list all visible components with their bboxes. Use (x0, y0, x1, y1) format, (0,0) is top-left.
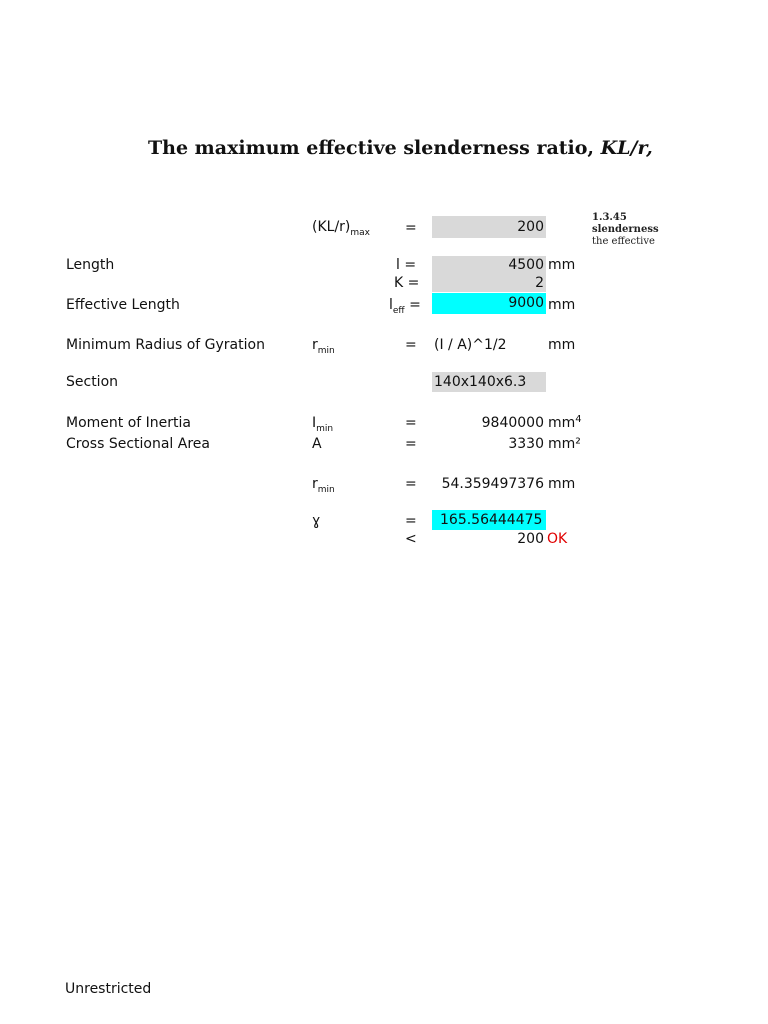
side-note-line3: the effective (592, 236, 655, 247)
cross-section-area-label: Cross Sectional Area (66, 436, 210, 452)
klr-max-symbol-sub: max (350, 228, 370, 238)
slenderness-cell[interactable]: 165.56444475 (432, 510, 546, 530)
check-operator: < (405, 531, 417, 547)
min-radius-formula: (I / A)^1/2 (434, 337, 507, 353)
imin-symbol-sub: min (316, 424, 334, 434)
k-cell[interactable]: 2 (432, 274, 546, 292)
side-note-line2: slenderness (592, 224, 659, 235)
rmin-value-symbol-sub: min (317, 485, 335, 495)
effective-length-label: Effective Length (66, 297, 180, 313)
min-radius-symbol (312, 336, 335, 354)
length-label: Length (66, 257, 115, 273)
moi-unit-sup: 4 (575, 414, 582, 425)
rmin-value-symbol (312, 475, 335, 493)
moi-unit-text: mm (548, 415, 576, 431)
moment-of-inertia-symbol (312, 414, 333, 432)
effective-length-unit: mm (548, 297, 576, 313)
leff-symbol-text: l (389, 297, 393, 313)
effective-length-cell[interactable]: 9000 (432, 293, 546, 314)
rmin-value-cell[interactable]: 54.359497376 (441, 476, 544, 492)
klr-max-equals: = (405, 220, 417, 236)
rmin-symbol-sub: min (317, 346, 335, 356)
rmin-value-symbol-text: r (312, 476, 318, 492)
slenderness-equals: = (405, 513, 417, 529)
effective-length-symbol (389, 296, 421, 314)
moment-of-inertia-label: Moment of Inertia (66, 415, 191, 431)
section-cell[interactable]: 140x140x6.3 (432, 372, 546, 392)
title-text: The maximum effective slenderness ratio, (148, 137, 601, 159)
leff-symbol-suffix: = (404, 297, 421, 313)
cross-section-area-unit: mm² (548, 436, 581, 452)
min-radius-label: Minimum Radius of Gyration (66, 337, 265, 353)
section-label: Section (66, 374, 119, 390)
cross-section-area-symbol: A (312, 436, 322, 452)
page-title (148, 134, 653, 162)
klr-max-cell[interactable]: 200 (432, 216, 546, 238)
leff-symbol-sub: eff (392, 306, 405, 316)
min-radius-unit: mm (548, 337, 576, 353)
rmin-value-unit: mm (548, 476, 576, 492)
k-symbol: K = (394, 275, 420, 291)
moment-of-inertia-unit (548, 414, 582, 432)
min-radius-equals: = (405, 337, 417, 353)
rmin-symbol-text: r (312, 337, 318, 353)
footer-classification: Unrestricted (65, 981, 152, 997)
cross-section-area-equals: = (405, 436, 417, 452)
klr-max-symbol (312, 218, 370, 236)
length-cell[interactable]: 4500 (432, 256, 546, 274)
length-symbol: l = (396, 257, 417, 273)
cross-section-area-cell[interactable]: 3330 (508, 436, 544, 452)
rmin-value-equals: = (405, 476, 417, 492)
length-unit: mm (548, 257, 576, 273)
imin-symbol-text: I (312, 415, 317, 431)
klr-max-symbol-text: (KL/r) (312, 219, 351, 235)
moment-of-inertia-equals: = (405, 415, 417, 431)
slenderness-symbol: ɣ (312, 513, 321, 529)
moment-of-inertia-cell[interactable]: 9840000 (481, 415, 544, 431)
check-result: OK (547, 531, 568, 547)
side-note-ref: 1.3.45 (592, 212, 627, 223)
check-limit-cell[interactable]: 200 (517, 531, 544, 547)
title-italic-symbol: KL/r, (600, 137, 653, 159)
